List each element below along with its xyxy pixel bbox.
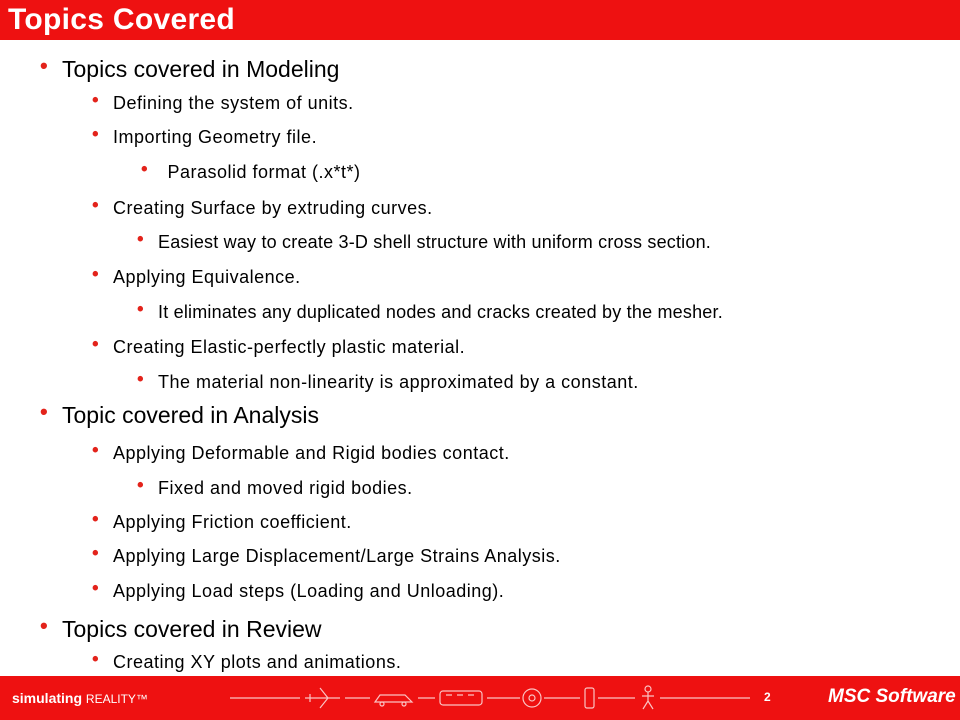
bullet-text: Topic covered in Analysis	[62, 402, 319, 428]
bullet-item	[92, 90, 354, 114]
bullet-icon: •	[92, 334, 100, 355]
bullet-icon: •	[137, 475, 145, 496]
page-number: 2	[764, 690, 771, 704]
bullet-text: Creating Elastic-perfectly plastic material.	[113, 337, 466, 357]
bullet-item	[40, 399, 319, 429]
airplane-icon	[305, 688, 340, 708]
footer-bar	[0, 676, 960, 720]
bullet-item	[92, 578, 505, 602]
train-icon	[440, 691, 482, 705]
bullet-item	[137, 299, 723, 323]
bullet-text: Fixed and moved rigid bodies.	[158, 478, 413, 498]
msc-software-logo: MSC Software	[828, 686, 956, 707]
bullet-text: Creating Surface by extruding curves.	[113, 198, 433, 218]
bullet-text: Parasolid format (.x*t*)	[162, 162, 361, 182]
bullet-item	[92, 543, 561, 567]
bullet-text: Applying Large Displacement/Large Strains Analysis.	[113, 546, 561, 566]
footer-tagline	[12, 690, 148, 706]
bullet-item	[137, 475, 413, 499]
car-icon	[375, 695, 412, 706]
bullet-item	[137, 229, 711, 253]
bullet-item	[92, 195, 433, 219]
bullet-item	[92, 124, 318, 148]
bullet-item	[40, 53, 340, 83]
bullet-icon: •	[92, 195, 100, 216]
bullet-icon: •	[92, 440, 100, 461]
bullet-text: Creating XY plots and animations.	[113, 652, 402, 672]
bullet-icon: •	[40, 613, 48, 638]
bullet-text: Applying Friction coefficient.	[113, 512, 352, 532]
bullet-icon: •	[92, 264, 100, 285]
bullet-icon: •	[92, 649, 100, 670]
bullet-text: The material non-linearity is approximated by a constant.	[158, 372, 639, 392]
tagline-main: simulating	[12, 690, 83, 706]
bullet-icon: •	[137, 369, 145, 390]
bullet-text: Applying Equivalence.	[113, 267, 301, 287]
bullet-icon: •	[92, 578, 100, 599]
bullet-icon: •	[92, 90, 100, 111]
tagline-reality: REALITY™	[85, 692, 148, 706]
bullet-item	[92, 649, 402, 673]
bullet-text: Topics covered in Modeling	[62, 56, 340, 82]
footer-icons	[230, 684, 750, 712]
bullet-text: Topics covered in Review	[62, 616, 322, 642]
bullet-item	[92, 440, 510, 464]
bullet-icon: •	[40, 53, 48, 78]
bullet-text: Applying Deformable and Rigid bodies contact.	[113, 443, 510, 463]
bullet-item	[92, 264, 301, 288]
slide-title: Topics Covered	[8, 3, 236, 36]
bullet-icon: •	[40, 399, 48, 424]
bullet-text: Easiest way to create 3-D shell structure with uniform cross section.	[158, 232, 711, 252]
bullet-item	[137, 369, 639, 393]
bullet-text: Importing Geometry file.	[113, 127, 318, 147]
person-icon	[642, 686, 654, 709]
gear-icon	[523, 689, 541, 707]
phone-icon	[585, 688, 594, 708]
bullet-text: Applying Load steps (Loading and Unloading).	[113, 581, 505, 601]
bullet-icon: •	[92, 509, 100, 530]
bullet-item	[92, 509, 352, 533]
bullet-item	[141, 159, 361, 183]
bullet-text: It eliminates any duplicated nodes and cracks created by the mesher.	[158, 302, 723, 322]
bullet-icon: •	[92, 543, 100, 564]
bullet-text: Defining the system of units.	[113, 93, 354, 113]
bullet-icon: •	[92, 124, 100, 145]
bullet-icon: •	[137, 229, 144, 250]
bullet-item	[40, 613, 322, 643]
bullet-icon: •	[141, 159, 149, 180]
bullet-icon: •	[137, 299, 144, 320]
bullet-item	[92, 334, 466, 358]
